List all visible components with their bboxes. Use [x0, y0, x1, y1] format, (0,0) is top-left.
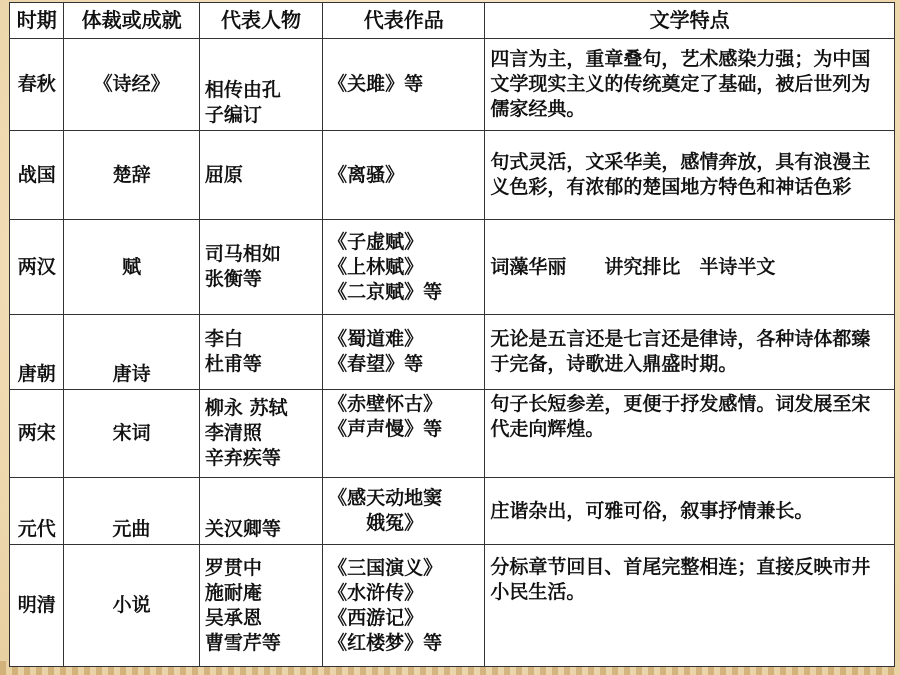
cell-people: 关汉卿等	[199, 478, 322, 545]
cell-period: 明清	[10, 545, 64, 667]
cell-people: 司马相如 张衡等	[199, 220, 322, 315]
cell-period: 春秋	[10, 39, 64, 131]
table-row	[10, 390, 895, 478]
cell-genre: 宋词	[64, 390, 200, 478]
header-people: 代表人物	[199, 3, 322, 39]
cell-features: 庄谐杂出，可雅可俗，叙事抒情兼长。	[485, 478, 895, 545]
cell-people: 柳永 苏轼 李清照 辛弃疾等	[199, 390, 322, 478]
table-row	[10, 220, 895, 315]
cell-works: 《三国演义》 《水浒传》 《西游记》 《红楼梦》等	[323, 545, 485, 667]
cell-features: 句子长短参差，更便于抒发感情。词发展至宋代走向辉煌。	[485, 390, 895, 478]
cell-features: 词藻华丽 讲究排比 半诗半文	[485, 220, 895, 315]
cell-people: 罗贯中 施耐庵 吴承恩 曹雪芹等	[199, 545, 322, 667]
cell-people: 李白 杜甫等	[199, 315, 322, 390]
cell-people: 相传由孔 子编订	[199, 39, 322, 131]
cell-features: 分标章节回目、首尾完整相连；直接反映市井小民生活。	[485, 545, 895, 667]
cell-people: 屈原	[199, 131, 322, 220]
cell-genre: 元曲	[64, 478, 200, 545]
cell-period: 战国	[10, 131, 64, 220]
cell-features: 无论是五言还是七言还是律诗，各种诗体都臻于完备，诗歌进入鼎盛时期。	[485, 315, 895, 390]
cell-features: 四言为主，重章叠句，艺术感染力强；为中国文学现实主义的传统奠定了基础，被后世列为儒家经典。	[485, 39, 895, 131]
cell-genre: 《诗经》	[64, 39, 200, 131]
literature-table	[9, 2, 895, 667]
cell-genre: 唐诗	[64, 315, 200, 390]
table-row	[10, 478, 895, 545]
table-row	[10, 315, 895, 390]
cell-period: 两汉	[10, 220, 64, 315]
cell-period: 元代	[10, 478, 64, 545]
header-genre: 体裁或成就	[64, 3, 200, 39]
header-works: 代表作品	[323, 3, 485, 39]
cell-genre: 楚辞	[64, 131, 200, 220]
cell-works: 《感天动地窦 娥冤》	[323, 478, 485, 545]
header-period: 时期	[10, 3, 64, 39]
cell-works: 《关雎》等	[323, 39, 485, 131]
cell-works: 《赤壁怀古》 《声声慢》等	[323, 390, 485, 478]
header-features: 文学特点	[485, 3, 895, 39]
cell-period: 唐朝	[10, 315, 64, 390]
cell-genre: 赋	[64, 220, 200, 315]
cell-period: 两宋	[10, 390, 64, 478]
cell-features: 句式灵活，文采华美，感情奔放，具有浪漫主义色彩，有浓郁的楚国地方特色和神话色彩	[485, 131, 895, 220]
cell-works: 《子虚赋》 《上林赋》 《二京赋》等	[323, 220, 485, 315]
cell-genre: 小说	[64, 545, 200, 667]
table-row	[10, 39, 895, 131]
table-row	[10, 545, 895, 667]
cell-works: 《离骚》	[323, 131, 485, 220]
table-row	[10, 131, 895, 220]
header-row	[10, 3, 895, 39]
cell-works: 《蜀道难》 《春望》等	[323, 315, 485, 390]
